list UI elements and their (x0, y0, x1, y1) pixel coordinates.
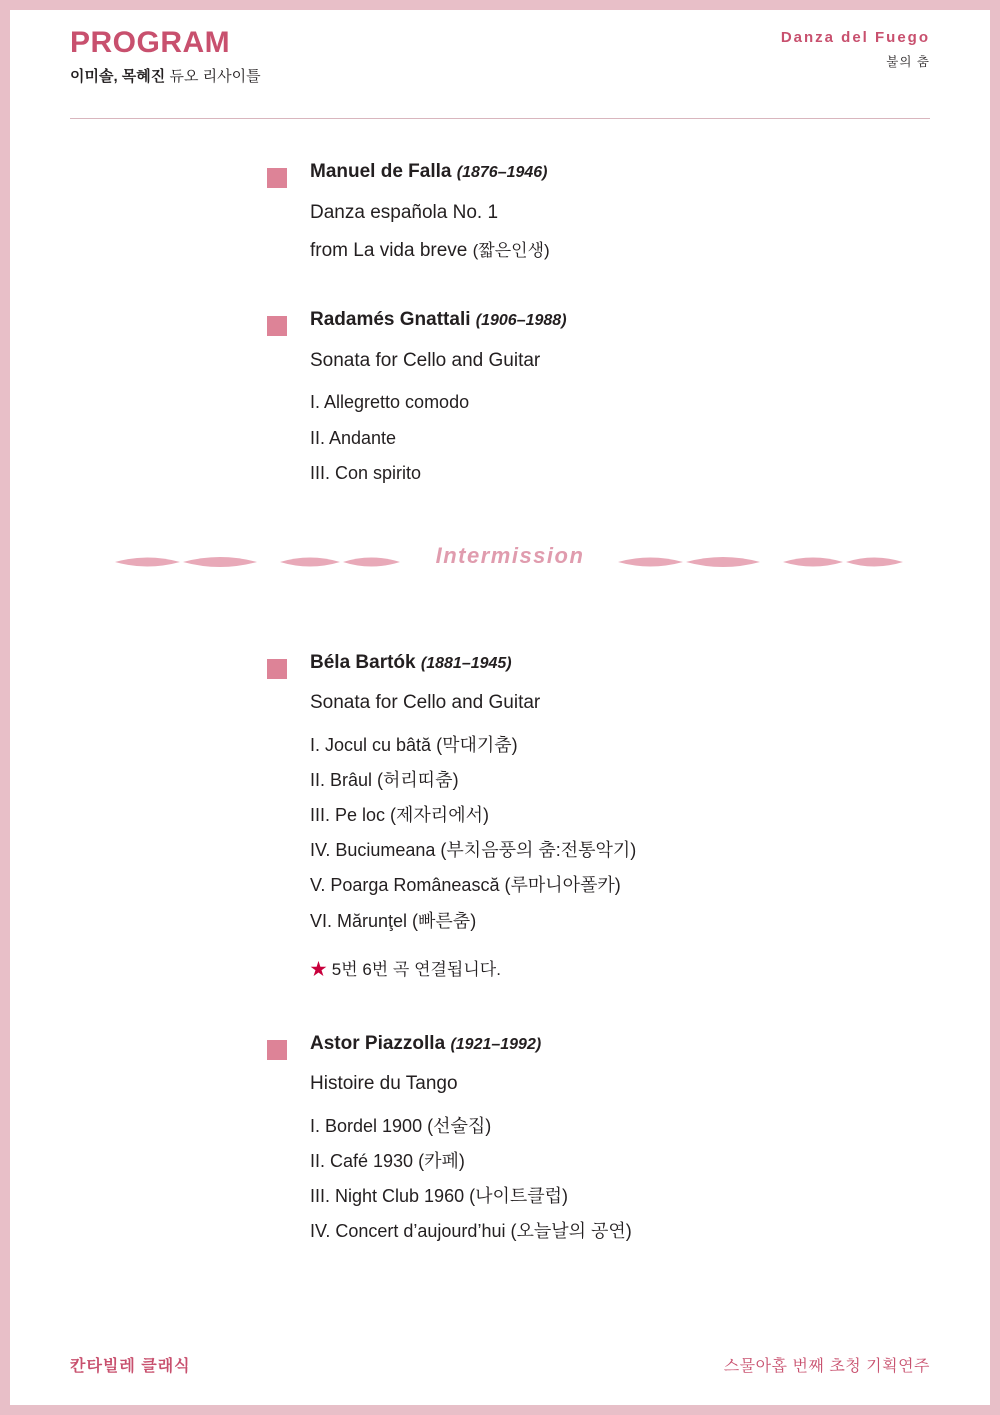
program-body (10, 160, 1000, 1249)
ornament-right (618, 553, 903, 571)
composer-years: (1906–1988) (475, 312, 567, 330)
footer-series: 스물아홉 번째 초청 기획연주 (723, 1358, 930, 1375)
star-icon: ★ (310, 959, 327, 979)
concert-title-kr: 불의 춤 (886, 55, 930, 69)
program-note (310, 955, 1000, 980)
movement-item: II. Andante (310, 427, 397, 448)
work-item (310, 1032, 1000, 1250)
movement-list (310, 1109, 1000, 1249)
composer-line (310, 160, 1000, 185)
movement-item: I. Bordel 1900 (선술집) (310, 1116, 492, 1137)
composer-name: Radamés Gnattali (310, 309, 471, 331)
piece-title: Sonata for Cello and Guitar (310, 692, 541, 714)
composer-line (310, 308, 1000, 333)
movement-item: V. Poarga Românească (루마니아폴카) (310, 875, 621, 896)
composer-name: Béla Bartók (310, 651, 416, 673)
movement-item: II. Café 1930 (카페) (310, 1151, 465, 1172)
square-bullet-icon (267, 659, 287, 679)
movement-item: I. Allegretto comodo (310, 392, 470, 413)
composer-years: (1876–1946) (456, 164, 548, 181)
performer-names: 이미솔, 목혜진 (70, 68, 166, 85)
composer-line (310, 651, 1000, 676)
intermission-label: Intermission (435, 542, 585, 568)
performers-line (70, 69, 261, 84)
page-inner (10, 10, 990, 1405)
composer-name: Manuel de Falla (310, 161, 452, 182)
piece-title: Sonata for Cello and Guitar (310, 349, 541, 371)
square-bullet-icon (267, 316, 287, 336)
square-bullet-icon (267, 1040, 287, 1060)
header-left-block (70, 28, 261, 84)
work-item (310, 308, 1000, 491)
concert-title: Danza del Fuego (780, 29, 930, 46)
composer-years: (1881–1945) (420, 654, 512, 672)
intermission-divider (10, 531, 1000, 591)
work-item (310, 651, 1000, 980)
program-note-text: 5번 6번 곡 연결됩니다. (331, 959, 501, 979)
movement-item: III. Pe loc (제자리에서) (310, 805, 489, 826)
movement-item: I. Jocul cu bâtă (막대기춤) (310, 735, 518, 756)
footer-organization: 칸타빌레 클래식 (70, 1358, 191, 1375)
piece-title: Histoire du Tango (310, 1073, 458, 1095)
movement-item: VI. Mărunţel (빠른춤) (310, 910, 477, 931)
spacer (10, 980, 1000, 1032)
work-item (310, 160, 1000, 264)
square-bullet-icon (267, 168, 287, 188)
header-right-block (781, 30, 930, 69)
page-footer (70, 1353, 930, 1373)
movement-item: IV. Buciumeana (부치음풍의 춤:전통악기) (310, 840, 637, 861)
page-header (70, 28, 930, 118)
spacer (10, 264, 1000, 308)
page-title: PROGRAM (70, 26, 231, 59)
recital-kind: 듀오 리사이틀 (165, 68, 261, 85)
movement-list (310, 728, 1000, 939)
piece-title: Danza española No. 1 (310, 201, 499, 223)
piece-subtitle-kr: (짧은인생) (472, 241, 550, 261)
piece-subtitle-text: from La vida breve (310, 240, 468, 262)
spacer (10, 615, 1000, 651)
header-divider (70, 118, 930, 119)
movement-item: III. Night Club 1960 (나이트클럽) (310, 1186, 569, 1207)
movement-item: III. Con spirito (310, 462, 422, 483)
composer-line (310, 1032, 1000, 1057)
movement-list (310, 385, 1000, 490)
ornament-right-svg (618, 553, 903, 571)
composer-years: (1921–1992) (450, 1035, 542, 1053)
composer-name: Astor Piazzolla (310, 1032, 446, 1054)
piece-subtitle (310, 239, 1000, 264)
movement-item: IV. Concert d’aujourd’hui (오늘날의 공연) (310, 1221, 632, 1242)
movement-item: II. Brâul (허리띠춤) (310, 770, 459, 791)
